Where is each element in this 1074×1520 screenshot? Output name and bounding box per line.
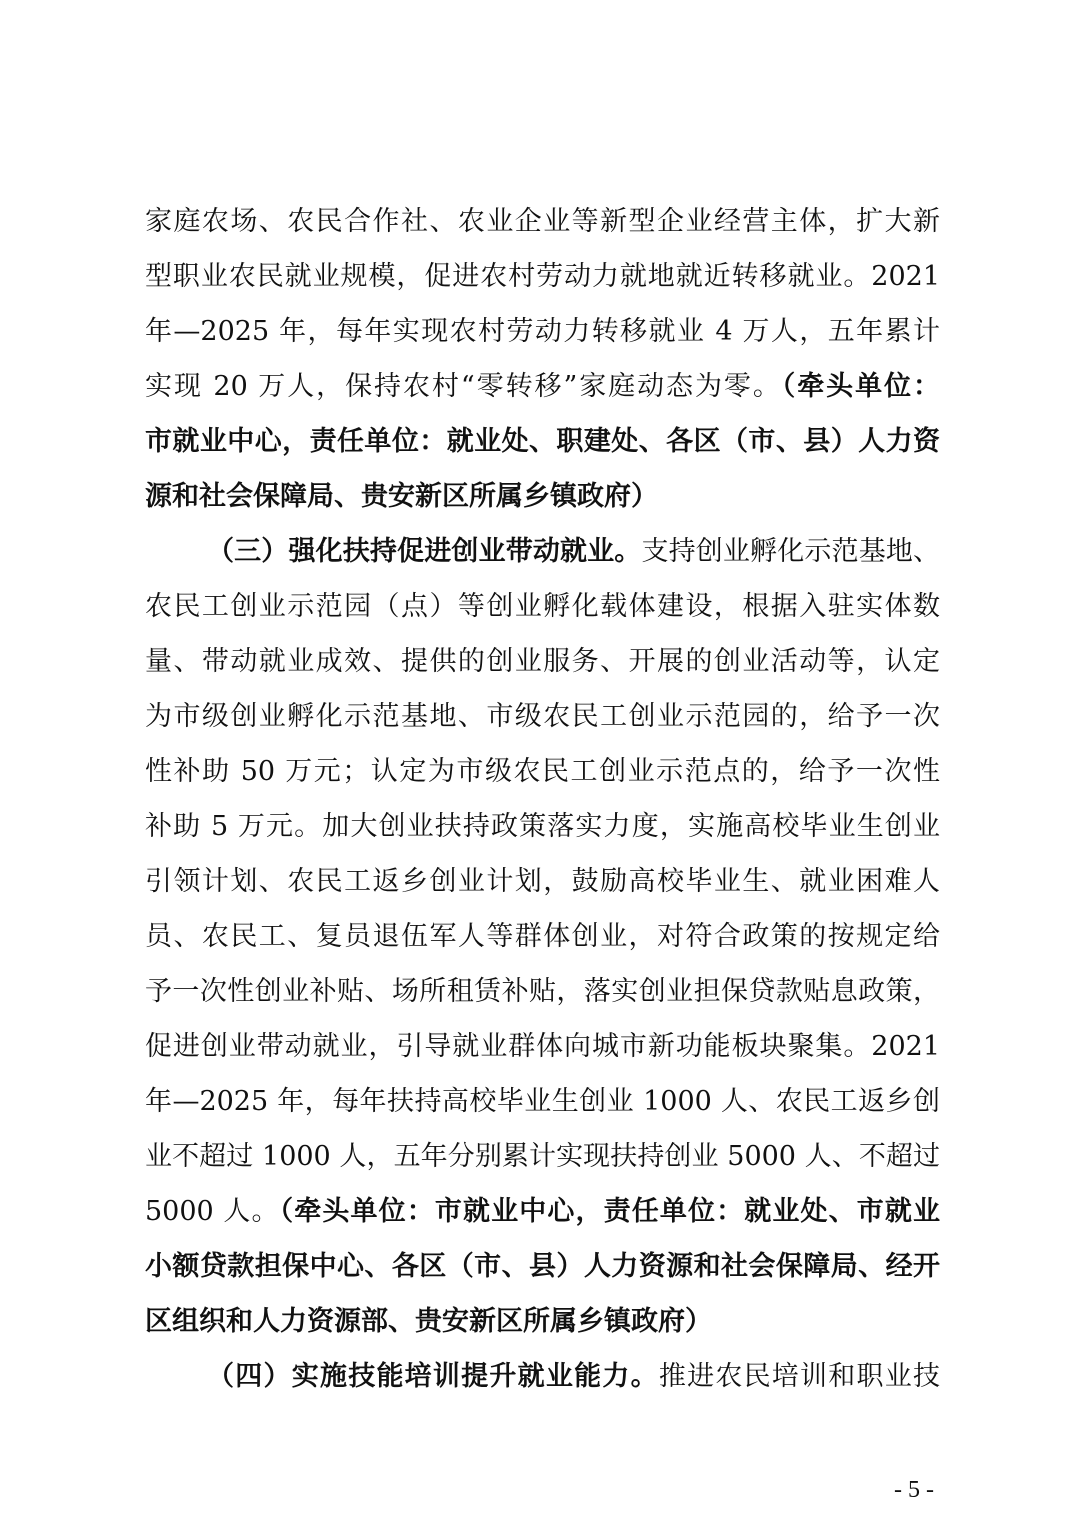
- section-four-heading: （四）实施技能培训提升就业能力。: [207, 1361, 659, 1392]
- line-8-text: 农民工创业示范园（点）等创业孵化载体建设，根据入驻实体数: [145, 591, 940, 622]
- page-number: - 5 -: [894, 1477, 934, 1503]
- body-line-8: [145, 590, 940, 624]
- line-9-text: 量、带动就业成效、提供的创业服务、开展的创业活动等，认定: [145, 646, 940, 677]
- body-line-2: [145, 260, 940, 294]
- body-line-13: [145, 865, 940, 899]
- section-three-heading-line: [207, 535, 940, 569]
- body-line-18: [145, 1140, 940, 1174]
- line-3-text: 年—2025 年，每年实现农村劳动力转移就业 4 万人，五年累计: [145, 316, 940, 347]
- section-four-heading-line: [207, 1360, 940, 1394]
- lead-unit-statement: （牵头单位：市就业中心，责任单位：就业处、市就业: [279, 1196, 941, 1227]
- line-1-text: 家庭农场、农民合作社、农业企业等新型企业经营主体，扩大新: [145, 206, 940, 237]
- line-13-text: 引领计划、农民工返乡创业计划，鼓励高校毕业生、就业困难人: [145, 866, 940, 897]
- line-6-text: 源和社会保障局、贵安新区所属乡镇政府）: [145, 481, 658, 512]
- body-line-14: [145, 920, 940, 954]
- line-4-text: 实现 20 万人，保持农村“零转移”家庭动态为零。: [145, 371, 782, 402]
- responsibility-line-3: [145, 1250, 940, 1284]
- line-22-text: 推进农民培训和职业技: [658, 1361, 941, 1392]
- body-line-17: [145, 1085, 940, 1119]
- responsibility-line-4: [145, 1305, 940, 1339]
- line-11-text: 性补助 50 万元；认定为市级农民工创业示范点的，给予一次性: [145, 756, 940, 787]
- line-16-text: 促进创业带动就业，引导就业群体向城市新功能板块聚集。2021: [145, 1031, 940, 1062]
- body-line-12: [145, 810, 940, 844]
- body-line-19: [145, 1195, 940, 1229]
- line-20-text: 小额贷款担保中心、各区（市、县）人力资源和社会保障局、经开: [145, 1251, 940, 1282]
- line-18-text: 业不超过 1000 人，五年分别累计实现扶持创业 5000 人、不超过: [145, 1141, 940, 1172]
- line-19-text: 5000 人。: [145, 1196, 280, 1227]
- line-2-text: 型职业农民就业规模，促进农村劳动力就地就近转移就业。2021: [145, 261, 940, 292]
- body-line-15: [145, 975, 940, 1009]
- line-17-text: 年—2025 年，每年扶持高校毕业生创业 1000 人、农民工返乡创: [145, 1086, 940, 1117]
- body-line-3: [145, 315, 940, 349]
- line-21-text: 区组织和人力资源部、贵安新区所属乡镇政府）: [145, 1306, 712, 1337]
- lead-unit-label: （牵头单位：: [781, 371, 940, 402]
- line-15-text: 予一次性创业补贴、场所租赁补贴，落实创业担保贷款贴息政策，: [145, 976, 940, 1007]
- section-three-heading: （三）强化扶持促进创业带动就业。: [207, 536, 642, 567]
- responsibility-line-1: [145, 425, 940, 459]
- body-line-9: [145, 645, 940, 679]
- line-5-text: 市就业中心，责任单位：就业处、职建处、各区（市、县）人力资: [145, 426, 940, 457]
- body-line-16: [145, 1030, 940, 1064]
- line-12-text: 补助 5 万元。加大创业扶持政策落实力度，实施高校毕业生创业: [145, 811, 940, 842]
- body-line-11: [145, 755, 940, 789]
- line-14-text: 员、农民工、复员退伍军人等群体创业，对符合政策的按规定给: [145, 921, 940, 952]
- line-7-text: 支持创业孵化示范基地、: [641, 536, 941, 567]
- line-10-text: 为市级创业孵化示范基地、市级农民工创业示范园的，给予一次: [145, 701, 940, 732]
- body-line-4: [145, 370, 940, 404]
- body-line-10: [145, 700, 940, 734]
- body-line-1: [145, 205, 940, 239]
- responsibility-line-2: [145, 480, 940, 514]
